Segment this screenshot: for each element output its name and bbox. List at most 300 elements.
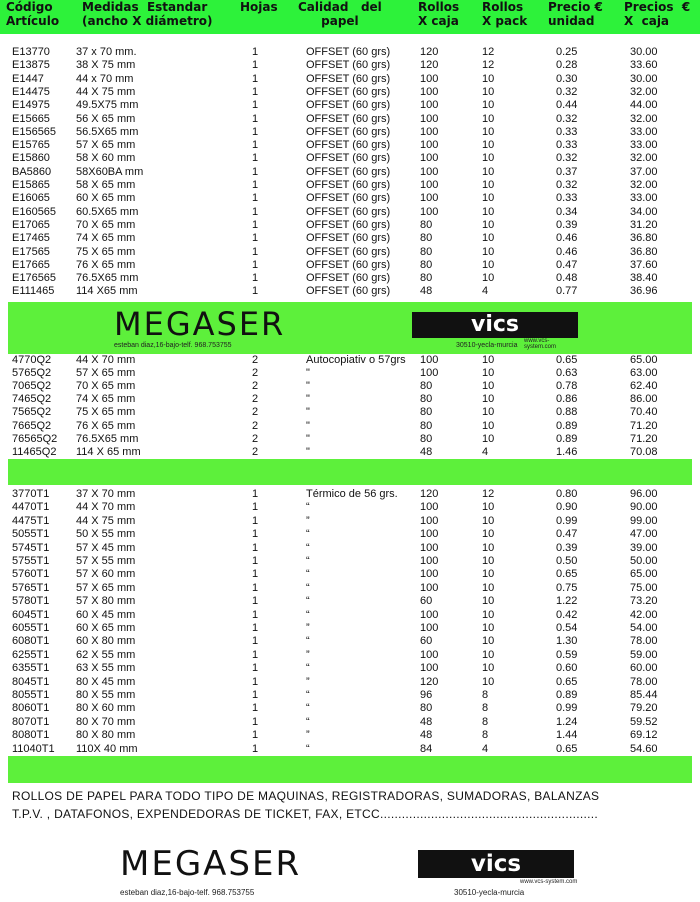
table-row [0, 232, 700, 245]
cell-medidas: 114 X 65 mm [76, 445, 141, 458]
cell-precio-caja: 65.00 [630, 568, 658, 581]
cell-medidas: 63 X 55 mm [76, 662, 136, 675]
cell-calidad: OFFSET (60 grs) [306, 72, 391, 85]
cell-calidad: “ [306, 662, 310, 675]
cell-hojas: 1 [252, 608, 259, 621]
cell-hojas: 2 [252, 419, 259, 432]
cell-medidas: 58 X 65 mm [76, 179, 136, 191]
cell-codigo: E14975 [12, 99, 50, 112]
table-row [0, 433, 700, 446]
cell-rollos-caja: 100 [420, 541, 439, 554]
cell-precio-unidad: 0.77 [556, 285, 578, 298]
cell-medidas: 37 X 70 mm [76, 488, 136, 500]
cell-medidas: 57 X 80 mm [76, 595, 136, 608]
cell-codigo: E17065 [12, 218, 50, 231]
cell-rollos-pack: 10 [482, 419, 495, 432]
cell-precio-caja: 42.00 [630, 608, 658, 621]
cell-hojas: 1 [252, 272, 259, 285]
cell-calidad: " [306, 445, 310, 458]
cell-medidas: 37 x 70 mm. [76, 46, 137, 58]
cell-rollos-caja: 100 [420, 354, 439, 366]
cell-precio-caja: 39.00 [630, 541, 658, 554]
cell-precio-caja: 37.00 [630, 165, 658, 178]
cell-codigo: 6355T1 [12, 662, 50, 675]
cell-rollos-caja: 100 [420, 179, 439, 191]
table-row [0, 59, 700, 72]
header-medidas: Medidas Estandar (ancho X diámetro) [82, 0, 213, 28]
cell-codigo: E15865 [12, 179, 50, 191]
cell-rollos-caja: 100 [420, 608, 439, 621]
cell-rollos-caja: 120 [420, 675, 439, 688]
cell-rollos-caja: 100 [420, 85, 439, 98]
cell-precio-unidad: 0.39 [556, 218, 578, 231]
cell-precio-unidad: 0.42 [556, 608, 578, 621]
megaser-logo-top [110, 306, 580, 350]
cell-medidas: 114 X65 mm [76, 285, 138, 298]
cell-medidas: 80 X 45 mm [76, 675, 136, 688]
cell-hojas: 1 [252, 112, 259, 125]
table-row [0, 582, 700, 595]
table-row [0, 420, 700, 433]
cell-rollos-pack: 10 [482, 367, 495, 380]
cell-rollos-pack: 10 [482, 595, 495, 608]
cell-precio-unidad: 0.37 [556, 165, 578, 178]
cell-rollos-pack: 10 [482, 354, 495, 366]
cell-precio-caja: 90.00 [630, 501, 658, 514]
cell-calidad: “ [306, 568, 310, 581]
cell-rollos-caja: 80 [420, 380, 433, 393]
cell-rollos-pack: 10 [482, 99, 495, 112]
cell-rollos-caja: 80 [420, 419, 433, 432]
cell-precio-caja: 73.20 [630, 595, 658, 608]
cell-codigo: E15860 [12, 152, 50, 165]
table-row [0, 528, 700, 541]
table-row [0, 152, 700, 165]
cell-calidad: OFFSET (60 grs) [306, 165, 391, 178]
cell-precio-unidad: 0.60 [556, 662, 578, 675]
cell-rollos-caja: 80 [420, 432, 433, 445]
cell-precio-unidad: 0.32 [556, 152, 578, 165]
table-row [0, 393, 700, 406]
header-precios-caja: Precios € X caja [624, 0, 691, 28]
cell-rollos-pack: 8 [482, 729, 489, 742]
cell-precio-caja: 65.00 [630, 354, 658, 366]
cell-codigo: E15665 [12, 112, 50, 125]
table-row [0, 501, 700, 514]
cell-rollos-pack: 8 [482, 702, 489, 715]
table-row [0, 206, 700, 219]
cell-hojas: 1 [252, 514, 259, 527]
cell-precio-unidad: 0.50 [556, 555, 578, 567]
cell-calidad: Autocopiativ o 57grs [306, 354, 406, 366]
cell-precio-caja: 38.40 [630, 272, 658, 285]
table-row [0, 515, 700, 528]
cell-rollos-caja: 96 [420, 689, 433, 701]
cell-precio-caja: 32.00 [630, 152, 658, 165]
cell-hojas: 1 [252, 152, 259, 165]
cell-rollos-pack: 12 [482, 488, 495, 500]
cell-hojas: 1 [252, 165, 259, 178]
cell-calidad: ” [306, 675, 310, 688]
cell-calidad: OFFSET (60 grs) [306, 179, 391, 191]
cell-hojas: 1 [252, 541, 259, 554]
cell-medidas: 70 X 65 mm [76, 380, 136, 393]
cell-precio-unidad: 0.44 [556, 99, 578, 112]
cell-medidas: 50 X 55 mm [76, 528, 136, 541]
cell-rollos-caja: 100 [420, 555, 439, 567]
cell-rollos-pack: 10 [482, 675, 495, 688]
cell-precio-unidad: 0.33 [556, 192, 578, 205]
cell-codigo: E13875 [12, 59, 50, 72]
cell-precio-caja: 44.00 [630, 99, 658, 112]
table-row [0, 166, 700, 179]
cell-rollos-pack: 10 [482, 648, 495, 661]
cell-precio-unidad: 0.99 [556, 702, 578, 715]
cell-calidad: Térmico de 56 grs. [306, 488, 398, 500]
cell-medidas: 44 X 75 mm [76, 85, 136, 98]
header-rollos-pack: Rollos X pack [482, 0, 528, 28]
cell-medidas: 44 x 70 mm [76, 72, 134, 85]
cell-calidad: OFFSET (60 grs) [306, 46, 391, 58]
cell-hojas: 2 [252, 406, 259, 419]
cell-codigo: E13770 [12, 46, 50, 58]
cell-rollos-pack: 10 [482, 192, 495, 205]
cell-codigo: 7465Q2 [12, 393, 52, 406]
cell-rollos-caja: 100 [420, 662, 439, 675]
cell-medidas: 57 X 65 mm [76, 581, 136, 594]
table-row [0, 179, 700, 192]
cell-hojas: 1 [252, 488, 259, 500]
cell-rollos-caja: 100 [420, 192, 439, 205]
cell-precio-caja: 36.96 [630, 285, 658, 298]
cell-precio-caja: 99.00 [630, 514, 658, 527]
cell-hojas: 1 [252, 715, 259, 728]
cell-codigo: 5765Q2 [12, 367, 52, 380]
cell-calidad: “ [306, 608, 310, 621]
cell-rollos-caja: 100 [420, 72, 439, 85]
cell-rollos-caja: 60 [420, 595, 433, 608]
cell-codigo: E111465 [12, 285, 55, 298]
cell-calidad: OFFSET (60 grs) [306, 218, 391, 231]
cell-precio-caja: 60.00 [630, 662, 658, 675]
cell-rollos-pack: 10 [482, 179, 495, 191]
cell-precio-caja: 33.00 [630, 125, 658, 138]
cell-rollos-caja: 80 [420, 218, 433, 231]
cell-medidas: 49.5X75 mm [76, 99, 139, 112]
cell-precio-caja: 85.44 [630, 689, 658, 701]
cell-precio-unidad: 0.46 [556, 245, 578, 258]
cell-rollos-pack: 10 [482, 622, 495, 634]
cell-medidas: 75 X 65 mm [76, 245, 136, 258]
table-row [0, 743, 700, 756]
cell-rollos-pack: 10 [482, 152, 495, 165]
cell-codigo: 6055T1 [12, 622, 50, 634]
cell-precio-caja: 47.00 [630, 528, 658, 541]
cell-rollos-pack: 10 [482, 568, 495, 581]
cell-medidas: 80 X 80 mm [76, 729, 136, 742]
cell-precio-unidad: 1.24 [556, 715, 578, 728]
cell-rollos-pack: 4 [482, 742, 489, 755]
cell-precio-unidad: 0.65 [556, 675, 578, 688]
cell-codigo: E17665 [12, 258, 50, 271]
cell-medidas: 44 X 70 mm [76, 501, 136, 514]
table-row [0, 126, 700, 139]
cell-rollos-caja: 80 [420, 702, 433, 715]
cell-calidad: OFFSET (60 grs) [306, 272, 391, 285]
cell-medidas: 80 X 70 mm [76, 715, 136, 728]
cell-precio-caja: 30.00 [630, 46, 658, 58]
table-row [0, 367, 700, 380]
cell-calidad: ” [306, 514, 310, 527]
logo-vics-box: vics [412, 312, 578, 338]
cell-medidas: 57 X 65 mm [76, 139, 136, 152]
cell-rollos-caja: 80 [420, 406, 433, 419]
cell-rollos-caja: 100 [420, 125, 439, 138]
cell-codigo: E14475 [12, 85, 50, 98]
cell-hojas: 1 [252, 99, 259, 112]
cell-codigo: 7665Q2 [12, 419, 52, 432]
cell-rollos-pack: 10 [482, 581, 495, 594]
cell-calidad: OFFSET (60 grs) [306, 232, 391, 245]
green-separator-bottom [8, 756, 692, 783]
cell-rollos-pack: 4 [482, 445, 489, 458]
cell-rollos-pack: 10 [482, 205, 495, 218]
cell-codigo: 7565Q2 [12, 406, 52, 419]
cell-precio-caja: 32.00 [630, 112, 658, 125]
logo-megaser-text: MEGASER [120, 844, 302, 884]
cell-rollos-caja: 100 [420, 501, 439, 514]
cell-precio-caja: 78.00 [630, 635, 658, 648]
cell-rollos-pack: 10 [482, 245, 495, 258]
cell-rollos-caja: 80 [420, 272, 433, 285]
cell-precio-unidad: 0.48 [556, 272, 578, 285]
cell-rollos-pack: 10 [482, 662, 495, 675]
cell-precio-unidad: 0.89 [556, 419, 578, 432]
logo-city: 30510-yecla-murcia [454, 888, 525, 897]
cell-precio-unidad: 0.34 [556, 205, 578, 218]
cell-precio-unidad: 0.32 [556, 179, 578, 191]
cell-codigo: 8060T1 [12, 702, 50, 715]
table-row [0, 622, 700, 635]
cell-codigo: 6255T1 [12, 648, 50, 661]
cell-hojas: 1 [252, 648, 259, 661]
cell-precio-unidad: 0.90 [556, 501, 578, 514]
footer-line-2: T.P.V. , DATAFONOS, EXPENDEDORAS DE TICKET, FAX, ETCC............................................................ [12, 807, 599, 821]
cell-hojas: 1 [252, 139, 259, 152]
cell-calidad: OFFSET (60 grs) [306, 258, 391, 271]
cell-calidad: “ [306, 702, 310, 715]
cell-rollos-pack: 10 [482, 218, 495, 231]
megaser-logo-bottom [120, 846, 580, 898]
cell-calidad: OFFSET (60 grs) [306, 205, 391, 218]
cell-precio-caja: 75.00 [630, 581, 658, 594]
cell-hojas: 1 [252, 285, 259, 298]
cell-precio-unidad: 0.63 [556, 367, 578, 380]
cell-codigo: 5055T1 [12, 528, 50, 541]
cell-rollos-caja: 100 [420, 205, 439, 218]
cell-medidas: 57 X 55 mm [76, 555, 136, 567]
cell-rollos-caja: 80 [420, 393, 433, 406]
cell-codigo: 6045T1 [12, 608, 50, 621]
cell-precio-caja: 62.40 [630, 380, 658, 393]
table-row [0, 555, 700, 568]
cell-medidas: 74 X 65 mm [76, 232, 136, 245]
cell-hojas: 2 [252, 380, 259, 393]
cell-precio-caja: 78.00 [630, 675, 658, 688]
table-row [0, 702, 700, 715]
cell-calidad: " [306, 432, 310, 445]
cell-calidad: “ [306, 635, 310, 648]
cell-rollos-caja: 84 [420, 742, 433, 755]
cell-hojas: 2 [252, 393, 259, 406]
cell-medidas: 76.5X65 mm [76, 432, 139, 445]
cell-hojas: 1 [252, 675, 259, 688]
cell-precio-unidad: 0.47 [556, 528, 578, 541]
cell-precio-caja: 32.00 [630, 85, 658, 98]
cell-hojas: 1 [252, 689, 259, 701]
table-row [0, 635, 700, 648]
cell-rollos-pack: 10 [482, 608, 495, 621]
cell-rollos-pack: 10 [482, 514, 495, 527]
table-row [0, 609, 700, 622]
cell-calidad: OFFSET (60 grs) [306, 112, 391, 125]
cell-hojas: 1 [252, 232, 259, 245]
cell-rollos-pack: 10 [482, 555, 495, 567]
cell-calidad: " [306, 380, 310, 393]
cell-calidad: OFFSET (60 grs) [306, 245, 391, 258]
cell-calidad: “ [306, 541, 310, 554]
table-row [0, 219, 700, 232]
cell-calidad: " [306, 367, 310, 380]
cell-rollos-caja: 100 [420, 568, 439, 581]
cell-hojas: 1 [252, 555, 259, 567]
logo-band-top [8, 302, 692, 354]
cell-precio-caja: 36.80 [630, 245, 658, 258]
cell-rollos-caja: 48 [420, 715, 433, 728]
cell-rollos-caja: 100 [420, 622, 439, 634]
table-row [0, 446, 700, 459]
cell-codigo: E15765 [12, 139, 50, 152]
cell-codigo: 11040T1 [12, 742, 55, 755]
cell-calidad: OFFSET (60 grs) [306, 192, 391, 205]
cell-precio-unidad: 1.30 [556, 635, 578, 648]
cell-calidad: “ [306, 501, 310, 514]
logo-megaser-text: MEGASER [114, 305, 286, 343]
cell-precio-caja: 30.00 [630, 72, 658, 85]
cell-rollos-caja: 120 [420, 59, 439, 72]
cell-codigo: E156565 [12, 125, 57, 138]
cell-precio-caja: 54.60 [630, 742, 658, 755]
cell-calidad: “ [306, 555, 310, 567]
cell-precio-unidad: 0.33 [556, 125, 578, 138]
cell-hojas: 1 [252, 501, 259, 514]
cell-rollos-pack: 10 [482, 272, 495, 285]
cell-hojas: 1 [252, 125, 259, 138]
table-row [0, 192, 700, 205]
cell-rollos-pack: 10 [482, 85, 495, 98]
cell-rollos-pack: 10 [482, 258, 495, 271]
table-row [0, 488, 700, 501]
cell-rollos-caja: 100 [420, 648, 439, 661]
logo-vics-box: vics [418, 850, 574, 878]
cell-precio-caja: 54.00 [630, 622, 658, 634]
cell-medidas: 62 X 55 mm [76, 648, 136, 661]
cell-calidad: OFFSET (60 grs) [306, 152, 391, 165]
cell-precio-caja: 34.00 [630, 205, 658, 218]
cell-codigo: 5780T1 [12, 595, 50, 608]
cell-codigo: 5765T1 [12, 581, 50, 594]
cell-rollos-pack: 10 [482, 165, 495, 178]
cell-medidas: 38 X 75 mm [76, 59, 136, 72]
cell-precio-unidad: 0.80 [556, 488, 578, 500]
cell-rollos-caja: 100 [420, 139, 439, 152]
cell-precio-caja: 33.00 [630, 192, 658, 205]
table-row [0, 649, 700, 662]
cell-hojas: 1 [252, 528, 259, 541]
cell-rollos-pack: 12 [482, 46, 495, 58]
cell-calidad: OFFSET (60 grs) [306, 85, 391, 98]
cell-precio-unidad: 0.46 [556, 232, 578, 245]
cell-precio-caja: 32.00 [630, 179, 658, 191]
cell-medidas: 76 X 65 mm [76, 419, 136, 432]
cell-codigo: E1447 [12, 72, 44, 85]
cell-precio-caja: 33.00 [630, 139, 658, 152]
cell-hojas: 2 [252, 367, 259, 380]
cell-calidad: “ [306, 742, 310, 755]
table-row [0, 380, 700, 393]
cell-hojas: 1 [252, 742, 259, 755]
cell-rollos-pack: 10 [482, 112, 495, 125]
cell-rollos-pack: 10 [482, 139, 495, 152]
cell-medidas: 76.5X65 mm [76, 272, 139, 285]
cell-hojas: 1 [252, 595, 259, 608]
table-row [0, 676, 700, 689]
cell-rollos-caja: 100 [420, 514, 439, 527]
cell-rollos-caja: 48 [420, 285, 433, 298]
cell-calidad: OFFSET (60 grs) [306, 99, 391, 112]
table-row [0, 113, 700, 126]
cell-codigo: 4470T1 [12, 501, 50, 514]
cell-hojas: 1 [252, 729, 259, 742]
cell-calidad: " [306, 406, 310, 419]
cell-rollos-caja: 120 [420, 488, 439, 500]
cell-calidad: “ [306, 581, 310, 594]
cell-rollos-caja: 80 [420, 245, 433, 258]
cell-precio-unidad: 0.99 [556, 514, 578, 527]
cell-precio-unidad: 0.47 [556, 258, 578, 271]
cell-hojas: 1 [252, 635, 259, 648]
cell-rollos-caja: 80 [420, 258, 433, 271]
cell-hojas: 1 [252, 218, 259, 231]
cell-rollos-caja: 100 [420, 367, 439, 380]
cell-hojas: 1 [252, 59, 259, 72]
cell-medidas: 57 X 65 mm [76, 367, 136, 380]
cell-precio-caja: 71.20 [630, 432, 658, 445]
cell-codigo: 8045T1 [12, 675, 50, 688]
cell-hojas: 2 [252, 354, 259, 366]
cell-codigo: E160565 [12, 205, 57, 218]
cell-precio-unidad: 0.30 [556, 72, 578, 85]
cell-rollos-caja: 48 [420, 729, 433, 742]
cell-medidas: 58X60BA mm [76, 165, 144, 178]
cell-precio-caja: 70.08 [630, 445, 658, 458]
cell-precio-unidad: 0.39 [556, 541, 578, 554]
cell-codigo: 3770T1 [12, 488, 50, 500]
cell-rollos-caja: 120 [420, 46, 439, 58]
footer-line-1: ROLLOS DE PAPEL PARA TODO TIPO DE MAQUINAS, REGISTRADORAS, SUMADORAS, BALANZAS [12, 789, 600, 803]
cell-medidas: 60 X 80 mm [76, 635, 136, 648]
cell-codigo: 5745T1 [12, 541, 50, 554]
